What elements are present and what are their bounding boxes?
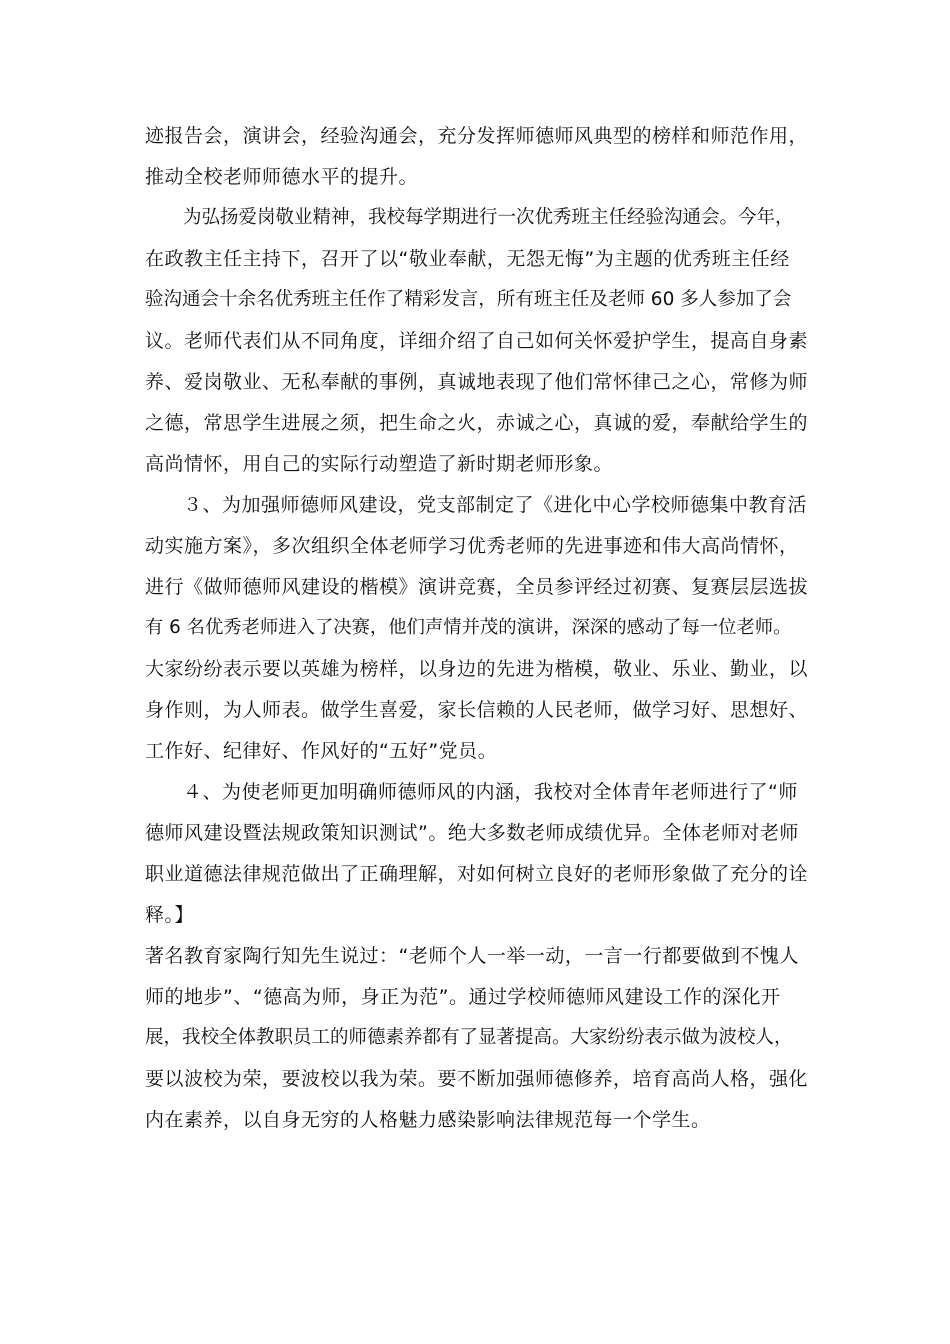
- text-line: ３、为加强师德师风建设，党支部制定了《进化中心学校师德集中教育活: [183, 494, 808, 516]
- text-line: 迹报告会，演讲会，经验沟通会，充分发挥师德师风典型的榜样和师范作用，: [145, 125, 809, 147]
- text-line: 师的地步”、“德高为师，身正为范”。通过学校师德师风建设工作的深化开: [145, 986, 781, 1008]
- text-line: 著名教育家陶行知先生说过：“老师个人一举一动，一言一行都要做到不愧人: [145, 945, 799, 967]
- text-line: 大家纷纷表示要以英雄为榜样，以身边的先进为楷模，敬业、乐业、勤业，以: [145, 658, 809, 680]
- text-line: 内在素养，以自身无穷的人格魅力感染影响法律规范每一个学生。: [145, 1109, 711, 1131]
- text-line: 工作好、纪律好、作风好的“五好”党员。: [145, 740, 498, 762]
- text-line: 在政教主任主持下，召开了以“敬业奉献，无怨无悔”为主题的优秀班主任经: [145, 248, 790, 270]
- text-line: 动实施方案》，多次组织全体老师学习优秀老师的先进事迹和伟大高尚情怀，: [145, 535, 799, 557]
- text-line: 进行《做师德师风建设的楷模》演讲竞赛，全员参评经过初赛、复赛层层选拔: [145, 576, 809, 598]
- text-line: 高尚情怀，用自己的实际行动塑造了新时期老师形象。: [145, 453, 614, 475]
- text-line: 释。】: [145, 904, 195, 926]
- text-line: 展，我校全体教职员工的师德素养都有了显著提高。大家纷纷表示做为波校人，: [145, 1027, 793, 1048]
- text-line: 养、爱岗敬业、无私奉献的事例，真诚地表现了他们常怀律己之心，常修为师: [145, 371, 809, 393]
- text-line: 为弘扬爱岗敬业精神，我校每学期进行一次优秀班主任经验沟通会。今年，: [183, 207, 794, 228]
- text-line: 议。老师代表们从不同角度，详细介绍了自己如何关怀爱护学生，提高自身素: [145, 330, 809, 352]
- text-line: 之德，常思学生进展之须，把生命之火，赤诚之心，真诚的爱，奉献给学生的: [145, 412, 809, 434]
- text-line: 职业道德法律规范做出了正确理解，对如何树立良好的老师形象做了充分的诠: [145, 863, 809, 885]
- text-line: 有 6 名优秀老师进入了决赛，他们声情并茂的演讲，深深的感动了每一位老师。: [145, 617, 792, 638]
- text-line: 德师风建设暨法规政策知识测试”。绝大多数老师成绩优异。全体老师对老师: [145, 822, 799, 844]
- text-line: 身作则，为人师表。做学生喜爱，家长信赖的人民老师，做学习好、思想好、: [145, 699, 809, 721]
- text-line: 验沟通会十余名优秀班主任作了精彩发言，所有班主任及老师 60 多人参加了会: [145, 289, 792, 310]
- text-line: 要以波校为荣，要波校以我为荣。要不断加强师德修养，培育高尚人格，强化: [145, 1068, 809, 1090]
- text-line: 推动全校老师师德水平的提升。: [145, 166, 419, 188]
- text-line: ４、为使老师更加明确师德师风的内涵，我校对全体青年老师进行了“师: [183, 781, 798, 803]
